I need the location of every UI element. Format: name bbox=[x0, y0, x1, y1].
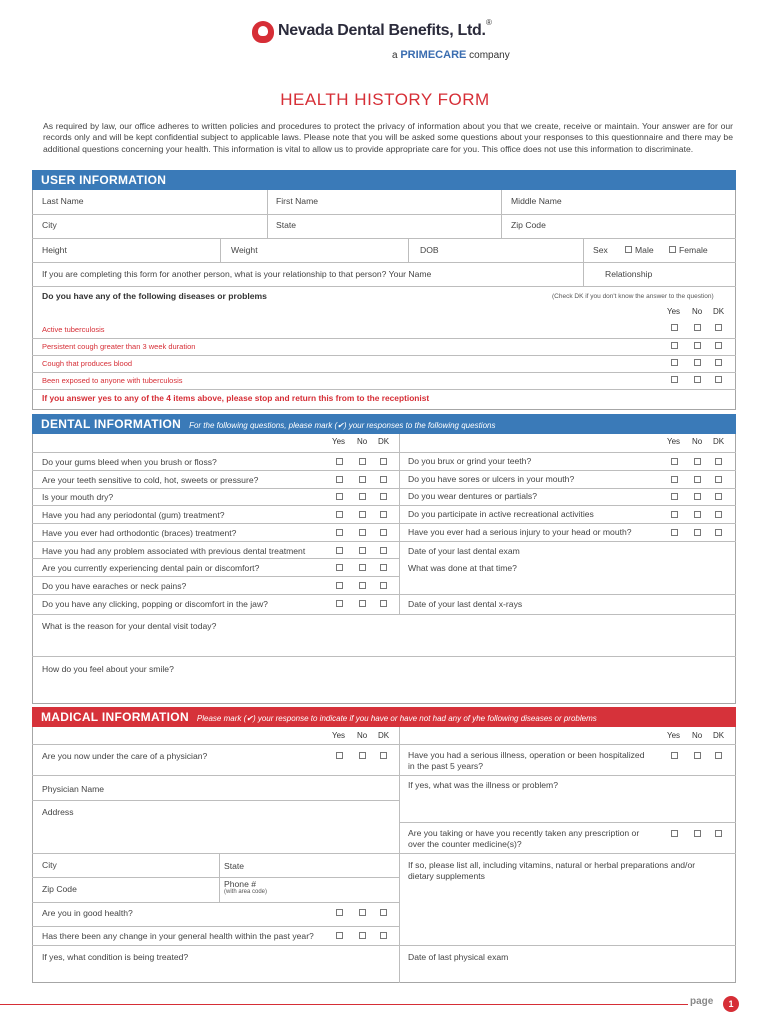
physician-city-field[interactable]: City bbox=[42, 860, 57, 870]
dk-checkbox[interactable] bbox=[715, 476, 722, 483]
last-physical-exam-field[interactable]: Date of last physical exam bbox=[408, 952, 509, 962]
diseases-question: Do you have any of the following diseases or problems bbox=[42, 291, 267, 301]
company-logo bbox=[250, 18, 530, 68]
privacy-intro: As required by law, our office adheres to written policies and procedures to protect the privacy of information about you that we create, receive or maintain. Your answer are for our records only and will be kept confidential subject to applicable laws. Please note that you will be asked some questions about your responses to this questionnaire and there may be additional questions concerning your health. This information is vital to allow us to provide appropriate care for you. This office does not use this information to discriminate. bbox=[43, 121, 733, 154]
sex-label: Sex bbox=[593, 245, 608, 255]
disease-item: Been exposed to anyone with tuberculosis bbox=[42, 376, 183, 385]
no-checkbox[interactable] bbox=[359, 547, 366, 554]
no-checkbox[interactable] bbox=[359, 600, 366, 607]
dk-checkbox[interactable] bbox=[380, 564, 387, 571]
dental-question: Have you ever had orthodontic (braces) treatment? bbox=[42, 528, 237, 538]
your-name-field[interactable]: If you are completing this form for another person, what is your relationship to that person? Your Name bbox=[42, 269, 432, 279]
user-information-section bbox=[32, 170, 736, 410]
dob-field[interactable]: DOB bbox=[420, 245, 439, 255]
disease-no-checkbox[interactable] bbox=[694, 324, 701, 331]
yes-checkbox[interactable] bbox=[671, 511, 678, 518]
dk-checkbox[interactable] bbox=[380, 547, 387, 554]
yes-checkbox[interactable] bbox=[671, 752, 678, 759]
physician-zip-field[interactable]: Zip Code bbox=[42, 884, 77, 894]
disease-item: Persistent cough greater than 3 week duration bbox=[42, 342, 196, 351]
relationship-field[interactable]: Relationship bbox=[605, 269, 653, 279]
dental-question: Do you have sores or ulcers in your mouth? bbox=[408, 474, 575, 484]
good-health-question: Are you in good health? bbox=[42, 908, 133, 918]
dk-checkbox[interactable] bbox=[715, 529, 722, 536]
disease-yes-checkbox[interactable] bbox=[671, 342, 678, 349]
disease-dk-checkbox[interactable] bbox=[715, 359, 722, 366]
no-checkbox[interactable] bbox=[359, 752, 366, 759]
physician-state-field[interactable]: State bbox=[224, 861, 245, 871]
dental-instructions: For the following questions, please mark (✔) your responses to the following questions bbox=[189, 421, 496, 430]
disease-no-checkbox[interactable] bbox=[694, 376, 701, 383]
dk-checkbox[interactable] bbox=[380, 476, 387, 483]
disease-dk-checkbox[interactable] bbox=[715, 324, 722, 331]
company-name: Nevada Dental Benefits, Ltd. bbox=[278, 22, 486, 39]
no-checkbox[interactable] bbox=[359, 511, 366, 518]
medications-list-field[interactable]: If so, please list all, including vitamins, natural or herbal preparations and/or dietary supplements bbox=[408, 860, 696, 881]
dental-question: Do you wear dentures or partials? bbox=[408, 491, 537, 501]
last-name-field[interactable]: Last Name bbox=[42, 196, 84, 206]
page-title: HEALTH HISTORY FORM bbox=[280, 90, 490, 109]
yes-checkbox[interactable] bbox=[671, 458, 678, 465]
state-field[interactable]: State bbox=[276, 220, 297, 230]
dk-checkbox[interactable] bbox=[380, 909, 387, 916]
disease-item: Active tuberculosis bbox=[42, 325, 105, 334]
disease-dk-checkbox[interactable] bbox=[715, 342, 722, 349]
no-checkbox[interactable] bbox=[359, 564, 366, 571]
dk-checkbox[interactable] bbox=[380, 493, 387, 500]
dental-question: Do your gums bleed when you brush or floss? bbox=[42, 457, 217, 467]
yes-checkbox[interactable] bbox=[671, 830, 678, 837]
yes-checkbox[interactable] bbox=[336, 493, 343, 500]
registered-mark: ® bbox=[486, 18, 492, 27]
no-checkbox[interactable] bbox=[359, 932, 366, 939]
address-field[interactable]: Address bbox=[42, 807, 74, 817]
female-checkbox[interactable] bbox=[669, 246, 676, 253]
dental-question: Are you currently experiencing dental pain or discomfort? bbox=[42, 563, 260, 573]
dental-information-header: DENTAL INFORMATION For the following questions, please mark (✔) your responses to the following questions bbox=[32, 414, 736, 434]
company-tagline: a PRIMECARE company bbox=[392, 49, 510, 61]
medical-information-header: MADICAL INFORMATION Please mark (✔) your response to indicate if you have or have not had any of yhe following diseases or problems bbox=[32, 707, 736, 727]
no-checkbox[interactable] bbox=[694, 830, 701, 837]
dk-checkbox[interactable] bbox=[715, 511, 722, 518]
physician-name-field[interactable]: Physician Name bbox=[42, 784, 105, 794]
diseases-note: (Check DK if you don't know the answer to the question) bbox=[552, 293, 714, 300]
male-checkbox[interactable] bbox=[625, 246, 632, 253]
dental-question: Do you brux or grind your teeth? bbox=[408, 456, 532, 466]
footer-divider bbox=[0, 1004, 688, 1005]
user-information-header: USER INFORMATION bbox=[32, 170, 736, 190]
smile-feeling-field[interactable]: How do you feel about your smile? bbox=[42, 664, 174, 674]
height-field[interactable]: Height bbox=[42, 245, 67, 255]
no-checkbox[interactable] bbox=[694, 511, 701, 518]
dk-checkbox[interactable] bbox=[715, 493, 722, 500]
yes-checkbox[interactable] bbox=[336, 752, 343, 759]
medical-instructions: Please mark (✔) your response to indicate if you have or have not had any of yhe following diseases or problems bbox=[196, 714, 597, 723]
physician-phone-field[interactable]: Phone # bbox=[224, 879, 257, 889]
male-label: Male bbox=[635, 245, 654, 255]
dk-checkbox[interactable] bbox=[380, 600, 387, 607]
no-checkbox[interactable] bbox=[694, 529, 701, 536]
city-field[interactable]: City bbox=[42, 220, 57, 230]
disease-yes-checkbox[interactable] bbox=[671, 359, 678, 366]
zip-field[interactable]: Zip Code bbox=[511, 220, 546, 230]
no-checkbox[interactable] bbox=[694, 752, 701, 759]
dental-question: Do you have earaches or neck pains? bbox=[42, 581, 187, 591]
phone-note: (with area code) bbox=[224, 889, 268, 895]
apple-tooth-logo-icon bbox=[252, 21, 274, 43]
disease-no-checkbox[interactable] bbox=[694, 359, 701, 366]
no-checkbox[interactable] bbox=[359, 476, 366, 483]
condition-treated-field[interactable]: If yes, what condition is being treated? bbox=[42, 952, 189, 962]
tuberculosis-warning: If you answer yes to any of the 4 items above, please stop and return this from to the receptionist bbox=[42, 393, 430, 403]
no-checkbox[interactable] bbox=[359, 529, 366, 536]
yes-checkbox[interactable] bbox=[336, 582, 343, 589]
first-name-field[interactable]: First Name bbox=[276, 196, 319, 206]
yes-checkbox[interactable] bbox=[336, 564, 343, 571]
no-checkbox[interactable] bbox=[359, 458, 366, 465]
yes-checkbox[interactable] bbox=[336, 909, 343, 916]
no-checkbox[interactable] bbox=[359, 909, 366, 916]
yes-checkbox[interactable] bbox=[336, 458, 343, 465]
dental-question: Is your mouth dry? bbox=[42, 492, 114, 502]
no-checkbox[interactable] bbox=[359, 582, 366, 589]
dk-checkbox[interactable] bbox=[715, 752, 722, 759]
yes-checkbox[interactable] bbox=[336, 600, 343, 607]
yes-checkbox[interactable] bbox=[336, 476, 343, 483]
disease-no-checkbox[interactable] bbox=[694, 342, 701, 349]
no-checkbox[interactable] bbox=[694, 476, 701, 483]
serious-illness-question: Have you had a serious illness, operation or been hospitalized in the past 5 years? bbox=[408, 750, 645, 771]
yes-checkbox[interactable] bbox=[336, 511, 343, 518]
no-checkbox[interactable] bbox=[359, 493, 366, 500]
illness-description-field[interactable]: If yes, what was the illness or problem? bbox=[408, 780, 558, 790]
dk-checkbox[interactable] bbox=[380, 752, 387, 759]
yes-checkbox[interactable] bbox=[671, 476, 678, 483]
disease-yes-checkbox[interactable] bbox=[671, 324, 678, 331]
dental-question: Are your teeth sensitive to cold, hot, sweets or pressure? bbox=[42, 475, 259, 485]
disease-item: Cough that produces blood bbox=[42, 359, 133, 368]
no-checkbox[interactable] bbox=[694, 493, 701, 500]
disease-dk-checkbox[interactable] bbox=[715, 376, 722, 383]
middle-name-field[interactable]: Middle Name bbox=[511, 196, 562, 206]
disease-yes-checkbox[interactable] bbox=[671, 376, 678, 383]
dk-checkbox[interactable] bbox=[380, 582, 387, 589]
dk-checkbox[interactable] bbox=[715, 458, 722, 465]
no-checkbox[interactable] bbox=[694, 458, 701, 465]
yes-checkbox[interactable] bbox=[336, 547, 343, 554]
yes-checkbox[interactable] bbox=[671, 529, 678, 536]
visit-reason-field[interactable]: What is the reason for your dental visit today? bbox=[42, 621, 217, 631]
last-dental-exam-field[interactable]: Date of your last dental exam bbox=[408, 546, 520, 556]
yes-checkbox[interactable] bbox=[671, 493, 678, 500]
page-number-badge: 1 bbox=[723, 996, 739, 1012]
yes-checkbox[interactable] bbox=[336, 529, 343, 536]
physician-care-question: Are you now under the care of a physician? bbox=[42, 751, 208, 761]
weight-field[interactable]: Weight bbox=[231, 245, 258, 255]
dk-checkbox[interactable] bbox=[715, 830, 722, 837]
primecare-brand: PRIMECARE bbox=[400, 49, 467, 61]
dk-checkbox[interactable] bbox=[380, 511, 387, 518]
dental-question: Do you participate in active recreational activities bbox=[408, 509, 594, 519]
dk-checkbox[interactable] bbox=[380, 932, 387, 939]
dental-question: Have you had any problem associated with previous dental treatment bbox=[42, 546, 306, 556]
last-xrays-field[interactable]: Date of your last dental x-rays bbox=[408, 599, 523, 609]
prescription-question: Are you taking or have you recently taken any prescription or over the counter medicine(s)? bbox=[408, 828, 640, 849]
page-label: page bbox=[690, 996, 714, 1007]
what-was-done-field[interactable]: What was done at that time? bbox=[408, 563, 517, 573]
dk-checkbox[interactable] bbox=[380, 458, 387, 465]
yes-checkbox[interactable] bbox=[336, 932, 343, 939]
dental-question: Do you have any clicking, popping or discomfort in the jaw? bbox=[42, 599, 268, 609]
dental-question: Have you ever had a serious injury to your head or mouth? bbox=[408, 527, 632, 537]
dk-checkbox[interactable] bbox=[380, 529, 387, 536]
health-change-question: Has there been any change in your general health within the past year? bbox=[42, 931, 314, 941]
dental-question: Have you had any periodontal (gum) treatment? bbox=[42, 510, 225, 520]
female-label: Female bbox=[679, 245, 708, 255]
